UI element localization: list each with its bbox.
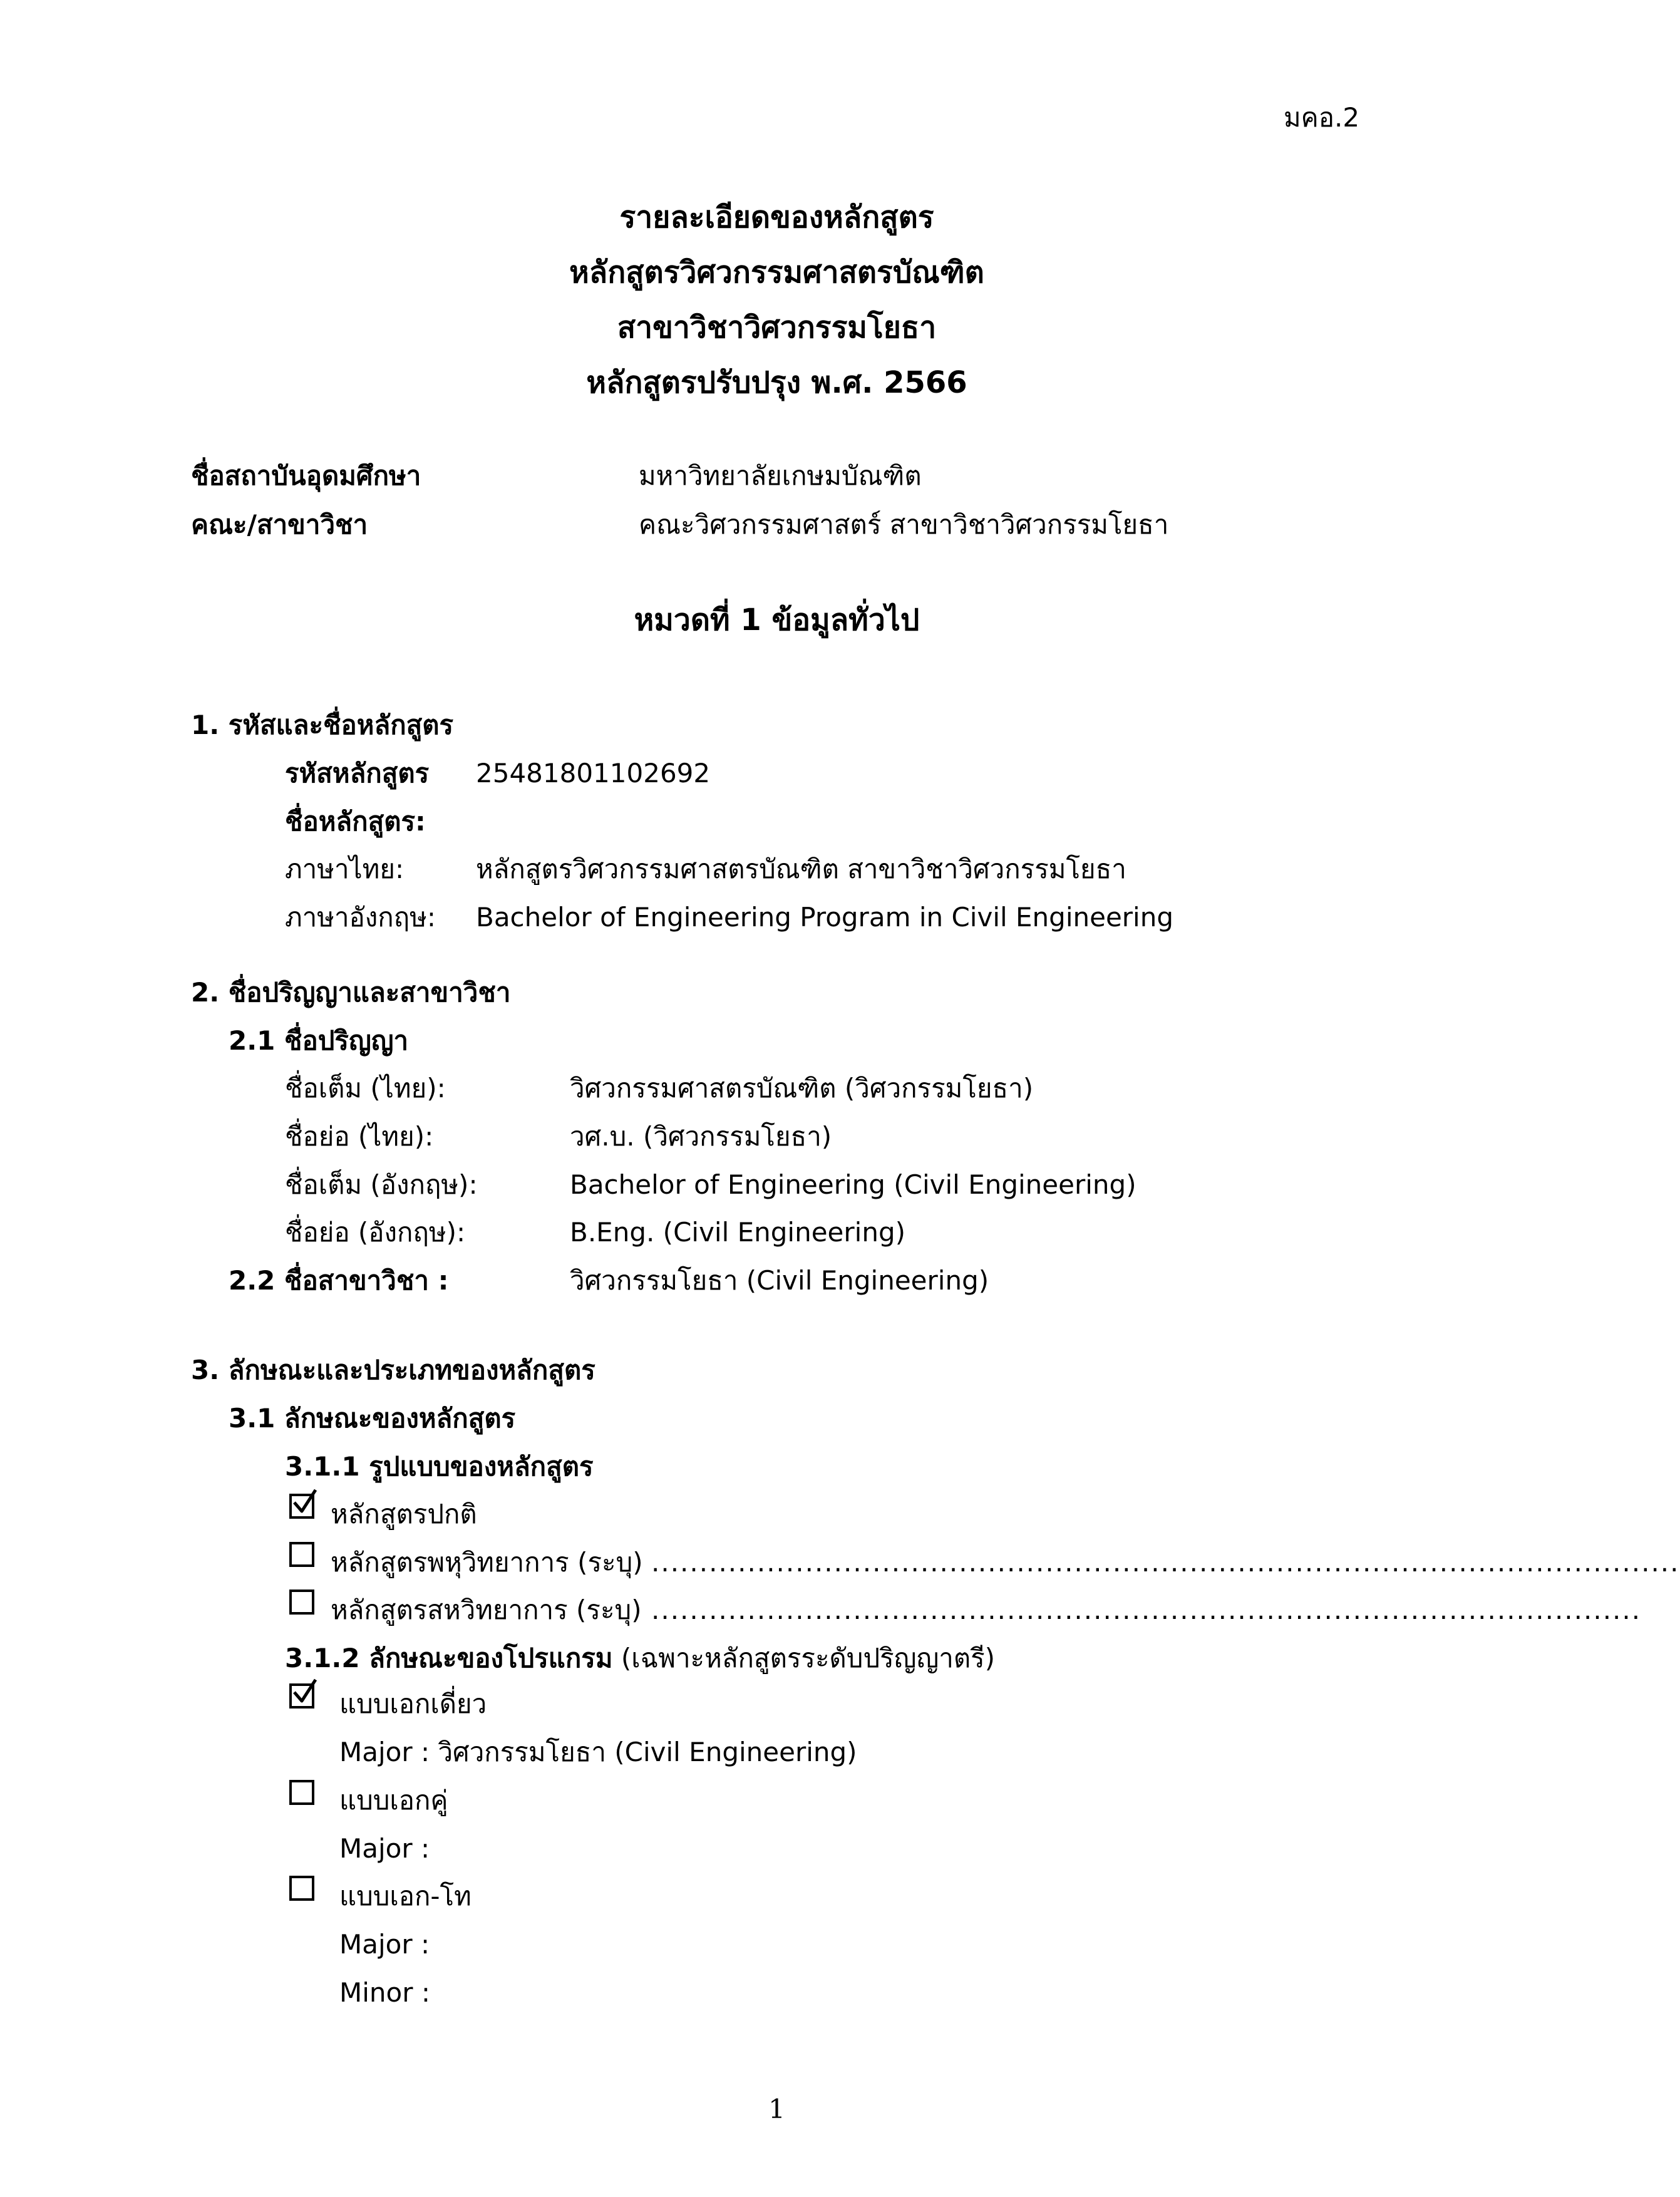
regular-program-label: หลักสูตรปกติ <box>331 1499 477 1529</box>
chapter-title: หมวดที่ 1 ข้อมูลทั่วไป <box>634 602 920 638</box>
multidisciplinary-program-checkbox[interactable] <box>289 1542 314 1567</box>
document-code: มคอ.2 <box>1284 102 1360 133</box>
degree-full-thai-value: วิศวกรรมศาสตรบัณฑิต (วิศวกรรมโยธา) <box>570 1073 1034 1104</box>
single-major-label: แบบเอกเดี่ยว <box>339 1688 487 1719</box>
interdisciplinary-program-label: หลักสูตรสหวิทยาการ (ระบุ) <box>331 1595 642 1625</box>
institution-label: ชื่อสถาบันอุดมศึกษา <box>191 460 421 491</box>
document-title-line-3: สาขาวิชาวิศวกรรมโยธา <box>617 310 937 345</box>
english-name-value: Bachelor of Engineering Program in Civil Engineering <box>476 902 1174 933</box>
section-3-1-2-note: (เฉพาะหลักสูตรระดับปริญญาตรี) <box>621 1643 996 1673</box>
section-3-1-2-title: 3.1.2 ลักษณะของโปรแกรม <box>285 1643 613 1673</box>
thai-name-value: หลักสูตรวิศวกรรมศาสตรบัณฑิต สาขาวิชาวิศวกรรมโยธา <box>476 854 1126 884</box>
single-major-detail: Major : วิศวกรรมโยธา (Civil Engineering) <box>339 1737 857 1767</box>
multidisciplinary-fill-line: ........................................................................................................... <box>651 1547 1680 1578</box>
degree-full-english-label: ชื่อเต็ม (อังกฤษ): <box>285 1169 478 1200</box>
multidisciplinary-program-label: หลักสูตรพหุวิทยาการ (ระบุ) <box>331 1547 643 1578</box>
section-3-heading: 3. ลักษณะและประเภทของหลักสูตร <box>191 1355 595 1385</box>
single-major-checkbox[interactable] <box>289 1683 314 1708</box>
section-2-2-heading: 2.2 ชื่อสาขาวิชา : <box>229 1265 449 1296</box>
major-name-value: วิศวกรรมโยธา (Civil Engineering) <box>570 1265 989 1296</box>
degree-full-thai-label: ชื่อเต็ม (ไทย): <box>285 1073 446 1104</box>
degree-abbr-english-label: ชื่อย่อ (อังกฤษ): <box>285 1217 466 1248</box>
double-major-detail: Major : <box>339 1833 430 1864</box>
program-name-label: ชื่อหลักสูตร: <box>285 806 426 837</box>
interdisciplinary-program-checkbox[interactable] <box>289 1590 314 1615</box>
faculty-label: คณะ/สาขาวิชา <box>191 509 368 540</box>
thai-name-label: ภาษาไทย: <box>285 854 405 884</box>
double-major-label: แบบเอกคู่ <box>339 1785 448 1816</box>
section-3-1-1-heading: 3.1.1 รูปแบบของหลักสูตร <box>285 1451 594 1482</box>
institution-value: มหาวิทยาลัยเกษมบัณฑิต <box>639 460 922 491</box>
program-code-label: รหัสหลักสูตร <box>285 758 430 788</box>
major-minor-minor-detail: Minor : <box>339 1977 430 2008</box>
degree-abbr-thai-value: วศ.บ. (วิศวกรรมโยธา) <box>570 1121 832 1152</box>
section-3-1-heading: 3.1 ลักษณะของหลักสูตร <box>229 1403 516 1434</box>
degree-full-english-value: Bachelor of Engineering (Civil Engineering) <box>570 1169 1136 1200</box>
section-2-heading: 2. ชื่อปริญญาและสาขาวิชา <box>191 977 511 1008</box>
interdisciplinary-fill-line: ....................................................................................................... <box>651 1595 1642 1625</box>
english-name-label: ภาษาอังกฤษ: <box>285 902 436 933</box>
major-minor-label: แบบเอก-โท <box>339 1881 472 1911</box>
double-major-checkbox[interactable] <box>289 1780 314 1805</box>
program-code-value: 25481801102692 <box>476 758 711 788</box>
document-title-line-2: หลักสูตรวิศวกรรมศาสตรบัณฑิต <box>569 255 984 290</box>
major-minor-checkbox[interactable] <box>289 1876 314 1901</box>
document-title-line-4: หลักสูตรปรับปรุง พ.ศ. 2566 <box>586 365 967 400</box>
faculty-value: คณะวิศวกรรมศาสตร์ สาขาวิชาวิศวกรรมโยธา <box>639 509 1169 540</box>
page-number: 1 <box>768 2094 785 2124</box>
degree-abbr-english-value: B.Eng. (Civil Engineering) <box>570 1217 905 1248</box>
section-1-heading: 1. รหัสและชื่อหลักสูตร <box>191 710 454 740</box>
section-3-1-2-heading <box>285 1640 995 1677</box>
regular-program-checkbox[interactable] <box>289 1494 314 1519</box>
section-2-1-heading: 2.1 ชื่อปริญญา <box>229 1025 409 1056</box>
degree-abbr-thai-label: ชื่อย่อ (ไทย): <box>285 1121 434 1152</box>
document-title-line-1: รายละเอียดของหลักสูตร <box>619 200 934 235</box>
major-minor-major-detail: Major : <box>339 1929 430 1960</box>
